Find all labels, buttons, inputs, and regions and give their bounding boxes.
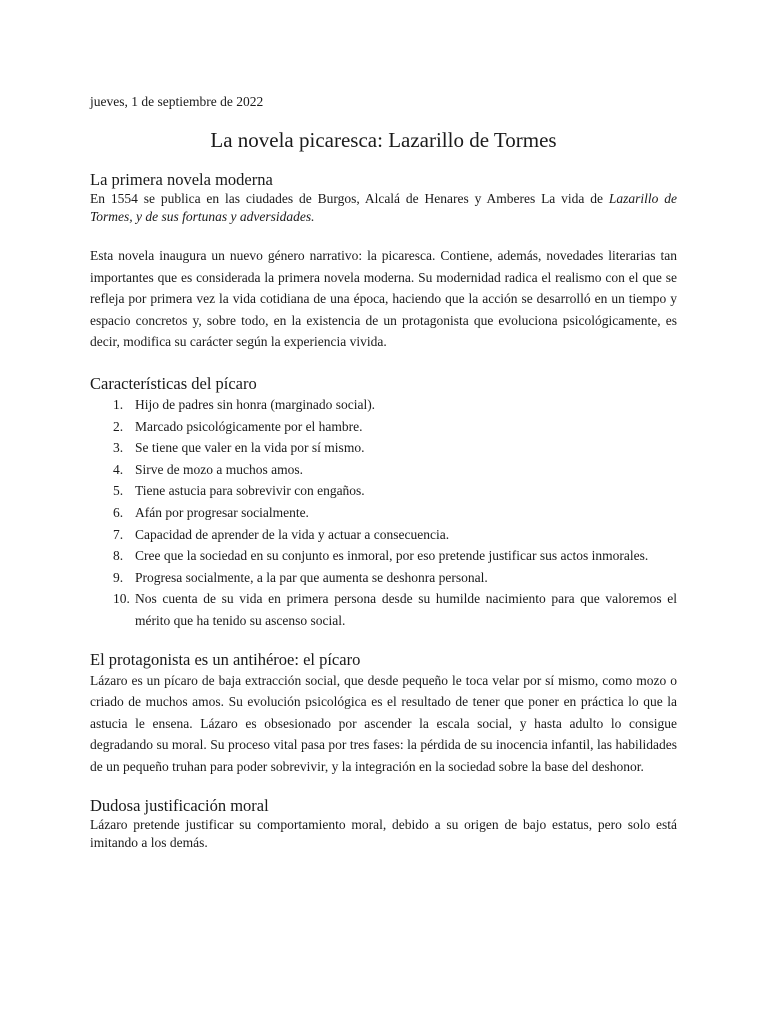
list-item-text: Progresa socialmente, a la par que aumenta se deshonra personal. <box>135 569 488 585</box>
list-item <box>90 502 677 524</box>
list-item-text: Sirve de mozo a muchos amos. <box>135 461 303 477</box>
document-page <box>90 93 677 852</box>
book-title-italic: Lazarillo de Tormes, y de sus fortunas y adversidades. <box>90 191 677 224</box>
list-item-number: 6. <box>113 504 124 520</box>
list-item-text: Afán por progresar socialmente. <box>135 504 309 520</box>
novel-paragraph: Esta novela inaugura un nuevo género narrativo: la picaresca. Contiene, además, novedades literarias tan importantes que es considerada la primera novela moderna. Su modernidad radica el realismo con el que se refleja por primera vez la vida cotidiana de una época, haciendo que la acción se desarrolló en un tiempo y espacio concretos y, sobre todo, en la existencia de un protagonista que evoluciona psicológicamente, es decir, modifica su carácter según la experiencia vivida. <box>90 248 677 350</box>
list-item-text: Tiene astucia para sobrevivir con engaños. <box>135 483 365 499</box>
list-item <box>90 437 677 459</box>
list-item-text: Nos cuenta de su vida en primera persona desde su humilde nacimiento para que valoremos el mérito que ha tenido su ascenso social. <box>135 591 677 628</box>
list-item-number: 8. <box>113 548 124 564</box>
list-item <box>90 459 677 481</box>
list-item <box>90 480 677 502</box>
list-item-number: 5. <box>113 483 124 499</box>
list-item-number: 2. <box>113 418 124 434</box>
list-item-number: 7. <box>113 526 124 542</box>
section-heading-antiheroe: El protagonista es un antihéroe: el pícaro <box>90 649 361 669</box>
justification-paragraph: Lázaro pretende justificar su comportamiento moral, debido a su origen de bajo estatus, pero solo está imitando a los demás. <box>90 817 677 851</box>
list-item-text: Cree que la sociedad en su conjunto es inmoral, por eso pretende justificar sus actos inmorales. <box>135 548 649 564</box>
list-item-text: Se tiene que valer en la vida por sí mismo. <box>135 440 365 456</box>
page-title: La novela picaresca: Lazarillo de Tormes <box>210 128 557 152</box>
intro-text: En 1554 se publica en las ciudades de Burgos, Alcalá de Henares y Amberes La vida de <box>90 191 609 206</box>
section-heading-caracteristicas: Características del pícaro <box>90 373 257 393</box>
features-list <box>90 394 677 632</box>
list-item-text: Marcado psicológicamente por el hambre. <box>135 418 363 434</box>
antihero-paragraph: Lázaro es un pícaro de baja extracción social, que desde pequeño le toca velar por sí mismo, como mozo o criado de muchos amos. Su evolución psicológica es el resultado de tener que poner en práctica lo que la astucia le ensena. Lázaro es obsesionado por ascender la escala social, y hasta adulto lo consigue degradando su moral. Su proceso vital pasa por tres fases: la pérdida de su inocencia infantil, las habilidades de un pequeño truhan para poder sobrevivir, y la integración en la sociedad sobre la base del deshonor. <box>90 672 677 774</box>
list-item-number: 4. <box>113 461 124 477</box>
list-item <box>90 567 677 589</box>
document-date: jueves, 1 de septiembre de 2022 <box>90 94 264 109</box>
list-item <box>90 394 677 416</box>
list-item-number: 1. <box>113 396 124 412</box>
list-item <box>90 588 677 631</box>
list-item <box>90 524 677 546</box>
list-item <box>90 545 677 567</box>
list-item-text: Hijo de padres sin honra (marginado social). <box>135 396 376 412</box>
intro-paragraph <box>90 190 677 226</box>
list-item-number: 3. <box>113 440 124 456</box>
section-heading-primera-novela: La primera novela moderna <box>90 170 273 189</box>
section-heading-justificacion: Dudosa justificación moral <box>90 796 269 816</box>
list-item-text: Capacidad de aprender de la vida y actuar a consecuencia. <box>135 526 450 542</box>
list-item <box>90 416 677 438</box>
list-item-number: 9. <box>113 569 124 585</box>
list-item-number: 10. <box>113 591 130 607</box>
